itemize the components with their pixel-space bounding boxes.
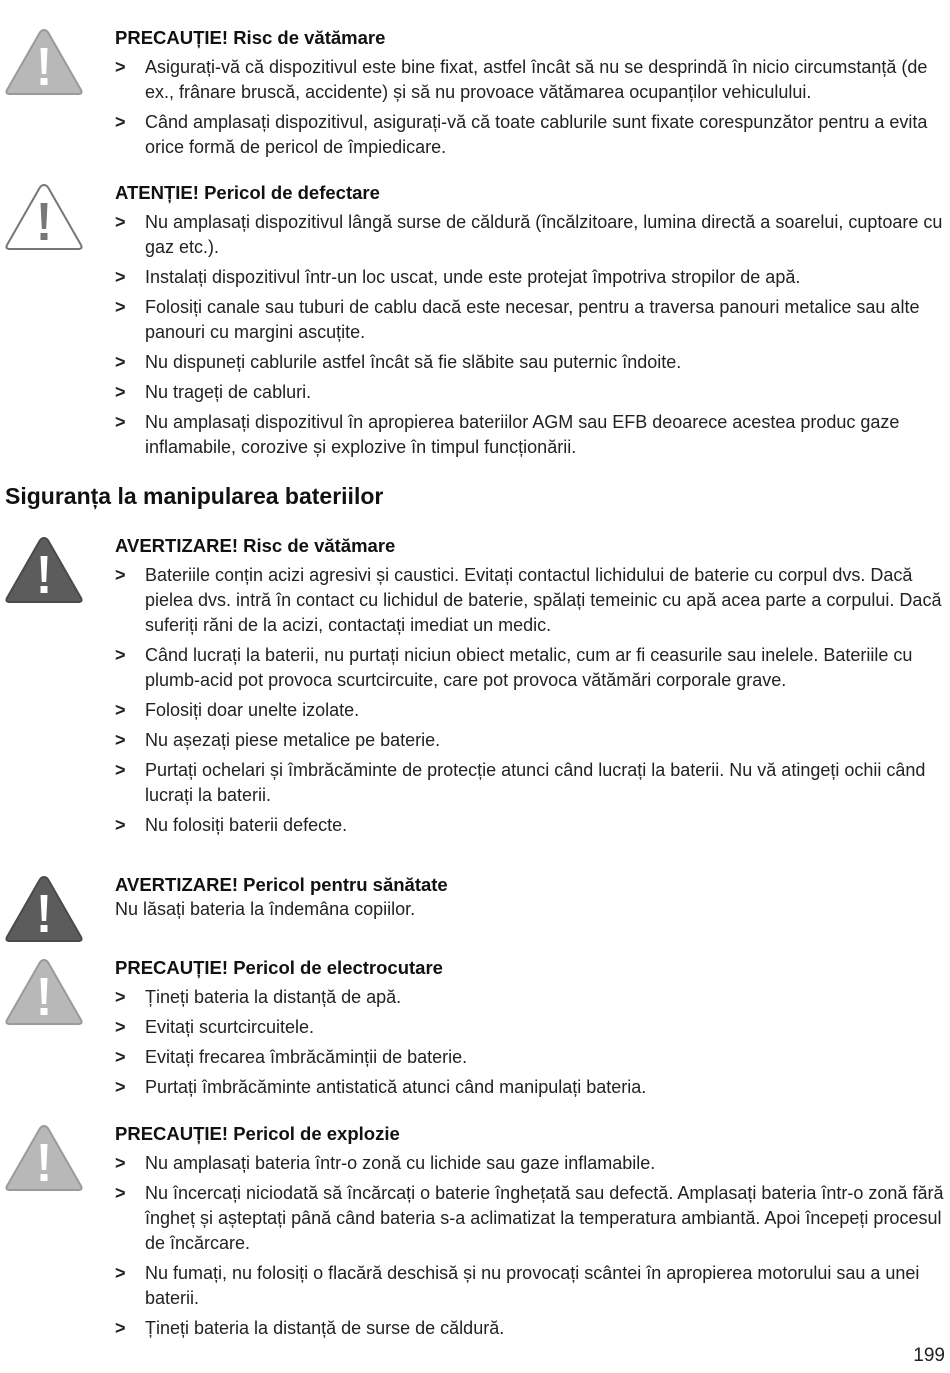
list-item (115, 110, 948, 160)
list-item (115, 410, 948, 460)
safety-text: Nu lăsați bateria la îndemâna copiilor. (115, 899, 416, 919)
list-item (115, 563, 948, 638)
list-item-text: Când amplasați dispozitivul, asigurați-vă că toate cablurile sunt fixate corespunzător pentru a evita orice formă de pericol de împiedicare. (145, 112, 928, 157)
list-item-text: Nu amplasați dispozitivul lângă surse de căldură (încălzitoare, lumina directă a soarelui, cuptoare cu gaz etc.). (145, 212, 943, 257)
list-item-text: Nu trageți de cabluri. (145, 382, 312, 402)
list-item-text: Nu încercați niciodată să încărcați o baterie înghețată sau defectă. Amplasați bateria într-o zonă fără îngheț și așteptați până când bateria s-a aclimatizat la temperatura ambiantă. Apoi începeți procesul de încărcare. (145, 1183, 944, 1253)
chevron-right-icon: > (115, 1263, 126, 1283)
chevron-right-icon: > (115, 565, 126, 585)
list-item (115, 985, 948, 1010)
safety-list (115, 1151, 948, 1341)
warning-triangle-icon (4, 873, 84, 945)
chevron-right-icon: > (115, 112, 126, 132)
list-item-text: Evitați scurtcircuitele. (145, 1017, 315, 1037)
chevron-right-icon: > (115, 730, 126, 750)
list-item (115, 295, 948, 345)
list-item-text: Nu amplasați dispozitivul în apropierea bateriilor AGM sau EFB deoarece acestea produc gaze inflamabile, corozive și explozive în timpul funcționării. (145, 412, 900, 457)
list-item (115, 55, 948, 105)
safety-heading: ATENȚIE! Pericol de defectare (115, 182, 380, 203)
list-item-text: Bateriile conțin acizi agresivi și caustici. Evitați contactul lichidului de baterie cu corpul dvs. Dacă pielea dvs. intră în contact cu lichidul de baterie, spălați temeinic cu apă acea parte a corpului. Dacă suferiți răni de la acizi, contactați imediat un medic. (145, 565, 942, 635)
safety-heading: PRECAUȚIE! Risc de vătămare (115, 27, 386, 48)
list-item-text: Nu dispuneți cablurile astfel încât să fie slăbite sau puternic îndoite. (145, 352, 682, 372)
safety-block-content (115, 534, 948, 838)
list-item (115, 210, 948, 260)
list-item (115, 698, 948, 723)
safety-list (115, 985, 948, 1100)
list-item (115, 1151, 948, 1176)
list-item-text: Evitați frecarea îmbrăcăminții de baterie. (145, 1047, 468, 1067)
chevron-right-icon: > (115, 1047, 126, 1067)
list-item (115, 350, 948, 375)
safety-list (115, 210, 948, 460)
safety-heading: AVERTIZARE! Pericol pentru sănătate (115, 874, 448, 895)
safety-list (115, 55, 948, 160)
list-item (115, 728, 948, 753)
list-item-text: Nu așezați piese metalice pe baterie. (145, 730, 441, 750)
chevron-right-icon: > (115, 760, 126, 780)
safety-heading: AVERTIZARE! Risc de vătămare (115, 535, 396, 556)
caution-warning-triangle-icon (4, 26, 84, 98)
chevron-right-icon: > (115, 1318, 126, 1338)
list-item-text: Nu fumați, nu folosiți o flacără deschisă și nu provocați scântei în apropierea motorului sau a unei baterii. (145, 1263, 920, 1308)
safety-heading: PRECAUȚIE! Pericol de electrocutare (115, 957, 443, 978)
list-item (115, 1316, 948, 1341)
list-item-text: Țineți bateria la distanță de apă. (145, 987, 402, 1007)
chevron-right-icon: > (115, 352, 126, 372)
list-item-text: Purtați ochelari și îmbrăcăminte de protecție atunci când lucrați la baterii. Nu vă atingeți ochii când lucrați la baterii. (145, 760, 926, 805)
list-item-text: Purtați îmbrăcăminte antistatică atunci când manipulați bateria. (145, 1077, 647, 1097)
list-item (115, 1075, 948, 1100)
notice-warning-triangle-icon (4, 181, 84, 253)
page-number: 199 (913, 1345, 945, 1366)
list-item-text: Folosiți doar unelte izolate. (145, 700, 360, 720)
chevron-right-icon: > (115, 297, 126, 317)
safety-list (115, 563, 948, 838)
chevron-right-icon: > (115, 412, 126, 432)
list-item (115, 758, 948, 808)
list-item (115, 265, 948, 290)
list-item (115, 1045, 948, 1070)
list-item (115, 813, 948, 838)
chevron-right-icon: > (115, 1153, 126, 1173)
list-item-text: Nu amplasați bateria într-o zonă cu lichide sau gaze inflamabile. (145, 1153, 656, 1173)
section-title: Siguranța la manipularea bateriilor (5, 483, 384, 509)
safety-block-content (115, 873, 948, 921)
list-item-text: Folosiți canale sau tuburi de cablu dacă este necesar, pentru a traversa panouri metalice sau alte panouri cu margini ascuțite. (145, 297, 920, 342)
safety-block-content (115, 1122, 948, 1341)
safety-block-content (115, 26, 948, 160)
list-item-text: Când lucrați la baterii, nu purtați niciun obiect metalic, cum ar fi ceasurile sau inelele. Bateriile cu plumb-acid pot provoca scurtcircuite, care pot provoca vătămări corporale grave. (145, 645, 913, 690)
chevron-right-icon: > (115, 57, 126, 77)
safety-block-content (115, 181, 948, 460)
chevron-right-icon: > (115, 1183, 126, 1203)
chevron-right-icon: > (115, 815, 126, 835)
chevron-right-icon: > (115, 1017, 126, 1037)
list-item-text: Țineți bateria la distanță de surse de căldură. (145, 1318, 505, 1338)
chevron-right-icon: > (115, 645, 126, 665)
chevron-right-icon: > (115, 1077, 126, 1097)
chevron-right-icon: > (115, 267, 126, 287)
list-item (115, 1181, 948, 1256)
list-item-text: Asigurați-vă că dispozitivul este bine fixat, astfel încât să nu se desprindă în nicio circumstanță (de ex., frânare bruscă, accidente) și să nu provoace vătămarea ocupanților vehiculului. (145, 57, 928, 102)
safety-heading: PRECAUȚIE! Pericol de explozie (115, 1123, 400, 1144)
list-item (115, 643, 948, 693)
list-item (115, 1015, 948, 1040)
caution-warning-triangle-icon (4, 1122, 84, 1194)
chevron-right-icon: > (115, 212, 126, 232)
warning-triangle-icon (4, 534, 84, 606)
caution-warning-triangle-icon (4, 956, 84, 1028)
chevron-right-icon: > (115, 382, 126, 402)
list-item-text: Nu folosiți baterii defecte. (145, 815, 348, 835)
list-item-text: Instalați dispozitivul într-un loc uscat, unde este protejat împotriva stropilor de apă. (145, 267, 801, 287)
chevron-right-icon: > (115, 987, 126, 1007)
list-item (115, 1261, 948, 1311)
safety-block-content (115, 956, 948, 1100)
list-item (115, 380, 948, 405)
chevron-right-icon: > (115, 700, 126, 720)
